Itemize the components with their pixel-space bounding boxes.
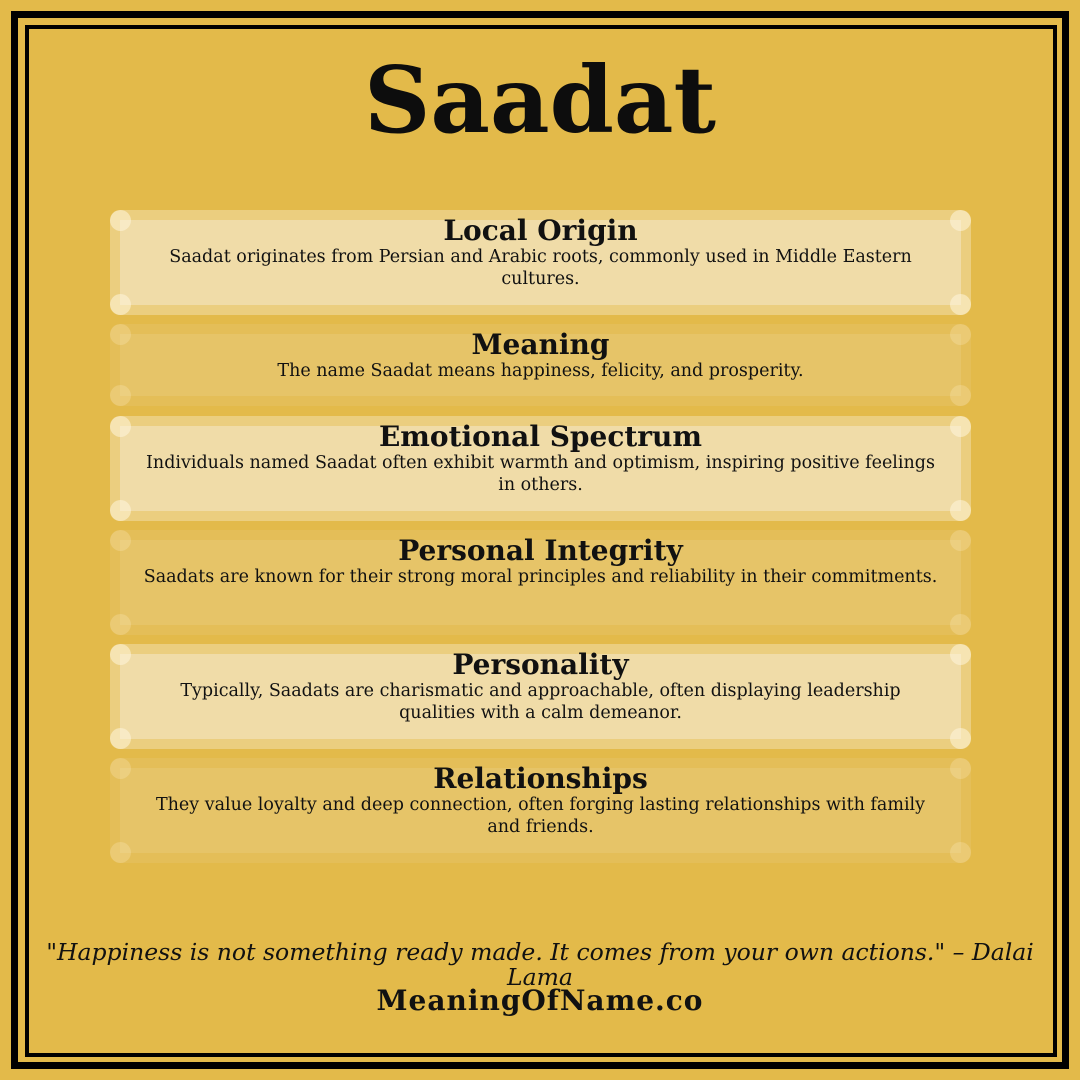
corner-dot-icon (110, 728, 131, 749)
corner-dot-icon (950, 842, 971, 863)
corner-dot-icon (110, 294, 131, 315)
section-heading: Relationships (433, 762, 648, 795)
corner-dot-icon (950, 385, 971, 406)
corner-dot-icon (110, 500, 131, 521)
section-card (110, 530, 971, 635)
quote: "Happiness is not something ready made. It comes from your own actions." – Dalai Lama (46, 938, 1034, 991)
section-text: They value loyalty and deep connection, often forging lasting relationships with family and friends. (155, 795, 926, 837)
corner-dot-icon (950, 614, 971, 635)
section-text: The name Saadat means happiness, felicity, and prosperity. (277, 361, 804, 381)
corner-dot-icon (110, 614, 131, 635)
section-heading: Personality (452, 648, 629, 681)
section-text: Typically, Saadats are charismatic and approachable, often displaying leadership qualities with a calm demeanor. (180, 681, 901, 723)
corner-dot-icon (110, 842, 131, 863)
section-card (110, 210, 971, 315)
brand-footer: MeaningOfName.co (376, 984, 704, 1017)
section-heading: Local Origin (443, 214, 638, 247)
page-title: Saadat (363, 46, 717, 154)
section-card (110, 758, 971, 863)
section-text: Saadat originates from Persian and Arabic roots, commonly used in Middle Eastern cultures. (169, 247, 912, 289)
section-card (110, 416, 971, 521)
corner-dot-icon (950, 294, 971, 315)
corner-dot-icon (110, 385, 131, 406)
section-card (110, 644, 971, 749)
section-card (110, 324, 971, 406)
section-heading: Emotional Spectrum (378, 420, 703, 453)
corner-dot-icon (950, 500, 971, 521)
section-text: Individuals named Saadat often exhibit warmth and optimism, inspiring positive feelings in others. (146, 453, 935, 495)
section-heading: Personal Integrity (398, 534, 683, 567)
corner-dot-icon (950, 728, 971, 749)
section-heading: Meaning (471, 328, 610, 361)
section-text: Saadats are known for their strong moral principles and reliability in their commitments. (143, 567, 938, 587)
